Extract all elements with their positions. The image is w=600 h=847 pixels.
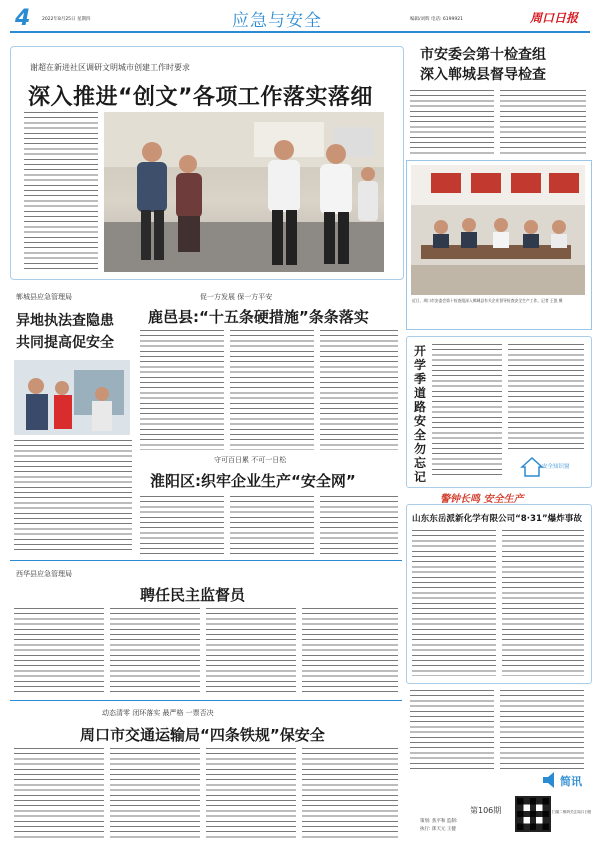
right-top-caption: 近日，周口市安委会第十检查组深入郸城县有关企业督导检查安全生产工作。记者 王凯 摄 [412,298,563,303]
slogan: 警钟长鸣 安全生产 [440,494,524,505]
shandong-body-2 [502,530,584,676]
brief-body-2 [500,690,584,772]
right-top-title-2: 深入郸城县督导检查 [420,67,546,83]
top-article-photo [104,112,384,272]
lower-left-body [14,440,132,552]
xihua-title: 聘任民主监督员 [140,586,246,604]
page-number: 4 [15,6,31,31]
shandong-body-1 [412,530,496,676]
section-title: 应急与安全 [232,11,322,31]
safety-knowledge-badge [520,456,582,478]
right-mid-title: 开学季道路安全勿忘记 [414,344,427,484]
bottom-body-3 [206,748,296,838]
middle-body-3 [320,330,398,450]
lower-left-kicker: 郸城县应急管理局 [16,293,72,301]
huaiyang-title: 淮阳区:织牢企业生产“安全网” [150,472,356,490]
issue-count: 第106期 [470,806,502,815]
qr-code [515,796,551,832]
middle-title: 鹿邑县:“十五条硬措施”条条落实 [148,308,369,326]
brand-logo: 周口日报 [530,11,579,25]
xihua-body-4 [302,608,398,694]
lower-left-title-2: 共同提高促安全 [16,335,114,351]
bottom-kicker: 动态清零 闭环落实 最严格 一票否决 [102,709,214,717]
speaker-icon [540,770,560,790]
lower-left-photo [14,360,130,435]
xihua-body-1 [14,608,104,694]
bottom-rule [10,700,402,701]
brief-title: 简讯 [560,775,582,788]
house-icon [520,456,544,478]
bottom-title: 周口市交通运输局“四条铁规”保安全 [80,726,325,744]
middle-body-1 [140,330,224,450]
right-mid-body-2 [508,344,584,452]
editor-info: 编辑/刘辉 电话: 6199921 [410,17,463,22]
top-article-kicker: 谢超在新进社区调研文明城市创建工作时要求 [30,63,190,72]
brief-body-1 [410,690,494,772]
huaiyang-body-1 [140,496,224,556]
bottom-body-2 [110,748,200,838]
footer-line-2: 执行: 郎天元 王健 [420,827,456,832]
xihua-kicker: 西华县应急管理局 [16,570,72,578]
xihua-body-2 [110,608,200,694]
right-top-body-1 [410,90,494,156]
bottom-body-1 [14,748,104,838]
middle-body-2 [230,330,314,450]
xihua-body-3 [206,608,296,694]
right-top-photo [411,165,585,295]
huaiyang-body-3 [320,496,398,556]
xihua-rule [10,560,402,561]
top-article-title: 深入推进“创文”各项工作落实落细 [28,85,373,110]
shandong-title: 山东东岳派新化学有限公司“8·31”爆炸事故 [412,514,583,524]
middle-kicker: 促一方发展 保一方平安 [200,293,273,301]
issue-date: 2022年8月25日 星期四 [42,17,91,22]
huaiyang-kicker: 守可百日累 不可一日松 [214,456,287,464]
header-rule [10,31,590,33]
right-top-title-1: 市安委会第十检查组 [420,47,546,63]
right-mid-body-1 [432,344,502,479]
top-article-body [24,112,98,272]
footer-line-1: 策划: 焦平和 监制: [420,819,458,824]
safety-knowledge-label: 安全知识窗 [542,464,570,470]
right-top-body-2 [500,90,586,156]
qr-caption: 扫描二维码关注周口日报 [552,810,592,814]
brief-badge [540,770,588,790]
huaiyang-body-2 [230,496,314,556]
lower-left-title-1: 异地执法查隐患 [16,313,114,329]
bottom-body-4 [302,748,398,838]
